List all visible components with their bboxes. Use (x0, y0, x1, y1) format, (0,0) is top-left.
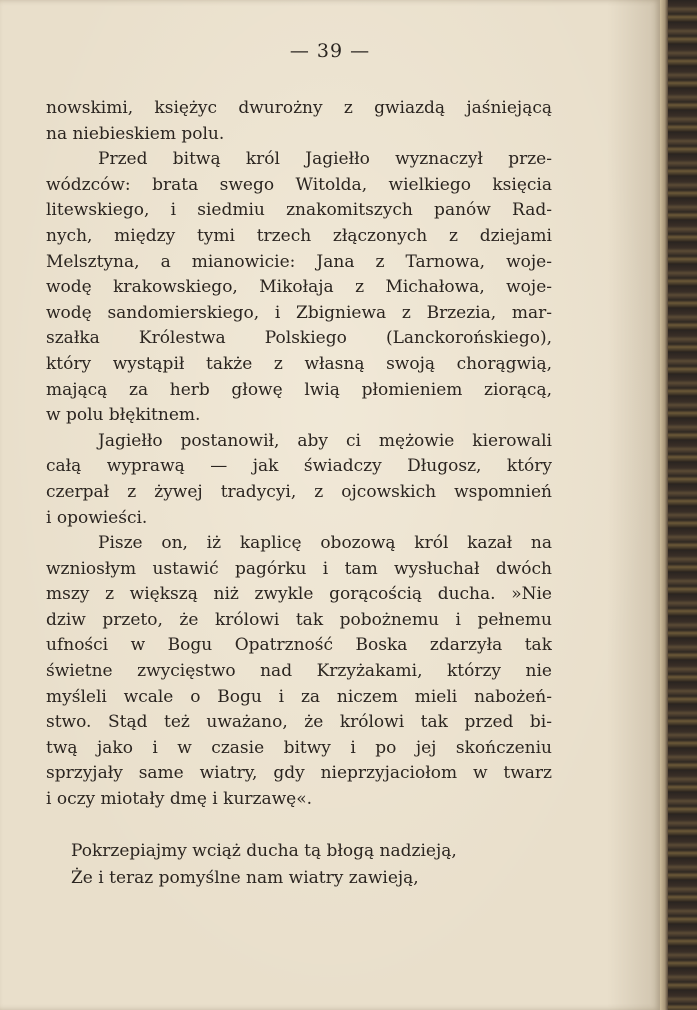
text-line: Melsztyna, a mianowicie: Jana z Tarnowa, woje- (46, 251, 552, 272)
text-line: na niebieskiem polu. (46, 123, 225, 144)
text-line: wódzców: brata swego Witolda, wielkiego księcia (46, 174, 552, 195)
paragraph-3 (46, 429, 552, 531)
text-line: dziw przeto, że królowi tak pobożnemu i pełnemu (46, 609, 552, 630)
verse (71, 838, 541, 892)
text-line: Przed bitwą król Jagiełło wyznaczył prze- (98, 149, 552, 170)
text-line: myśleli wcale o Bogu i za niczem mieli nabożeń- (46, 686, 552, 707)
text-line: sprzyjały same wiatry, gdy nieprzyjaciołom w twarz (46, 763, 552, 784)
text-line: wodę krakowskiego, Mikołaja z Michałowa, woje- (46, 277, 552, 298)
text-line: czerpał z żywej tradycyi, z ojcowskich wspomnień (46, 481, 552, 502)
text-line: Jagiełło postanowił, aby ci mężowie kierowali (98, 430, 552, 451)
text-line: nowskimi, księżyc dwurożny z gwiazdą jaśniejącą (46, 98, 552, 118)
text-line: mszy z większą niż zwykle gorącością ducha. »Nie (46, 584, 552, 605)
text-line: Pisze on, iż kaplicę obozową król kazał na (98, 533, 552, 554)
text-line: świetne zwycięstwo nad Krzyżakami, którzy nie (46, 661, 552, 682)
text-line: całą wyprawą — jak świadczy Długosz, który (46, 456, 552, 477)
body-text (46, 96, 552, 813)
text-line: ufności w Bogu Opatrzność Boska zdarzyła tak (46, 635, 552, 656)
text-line: który wystąpił także z własną swoją chorągwią, (46, 353, 552, 374)
text-line: wodę sandomierskiego, i Zbigniewa z Brzezia, mar- (46, 302, 552, 323)
verse-line: Że i teraz pomyślne nam wiatry zawieją, (71, 868, 419, 888)
page-number: — 39 — (289, 40, 371, 62)
text-line: wzniosłym ustawić pagórku i tam wysłuchał dwóch (46, 558, 552, 579)
book-spine (668, 0, 697, 1010)
text-line: twą jako i w czasie bitwy i po jej skończeniu (46, 737, 552, 758)
paragraph-2 (46, 147, 552, 429)
text-line: w polu błękitnem. (46, 405, 201, 426)
verse-line: Pokrzepiajmy wciąż ducha tą błogą nadzieją, (71, 841, 457, 861)
text-line: nych, między tymi trzech złączonych z dziejami (46, 225, 552, 246)
text-line: i opowieści. (46, 507, 148, 528)
text-line: szałka Królestwa Polskiego (Lanckorońskiego), (46, 328, 552, 349)
text-line: mającą za herb głowę lwią płomieniem ziorącą, (46, 379, 552, 400)
text-line: litewskiego, i siedmiu znakomitszych panów Rad- (46, 200, 552, 221)
text-line: stwo. Stąd też uważano, że królowi tak przed bi- (46, 712, 552, 733)
paragraph-1 (46, 96, 552, 147)
text-line: i oczy miotały dmę i kurzawę«. (46, 789, 313, 810)
paragraph-4 (46, 531, 552, 813)
page-edge (660, 0, 668, 1010)
